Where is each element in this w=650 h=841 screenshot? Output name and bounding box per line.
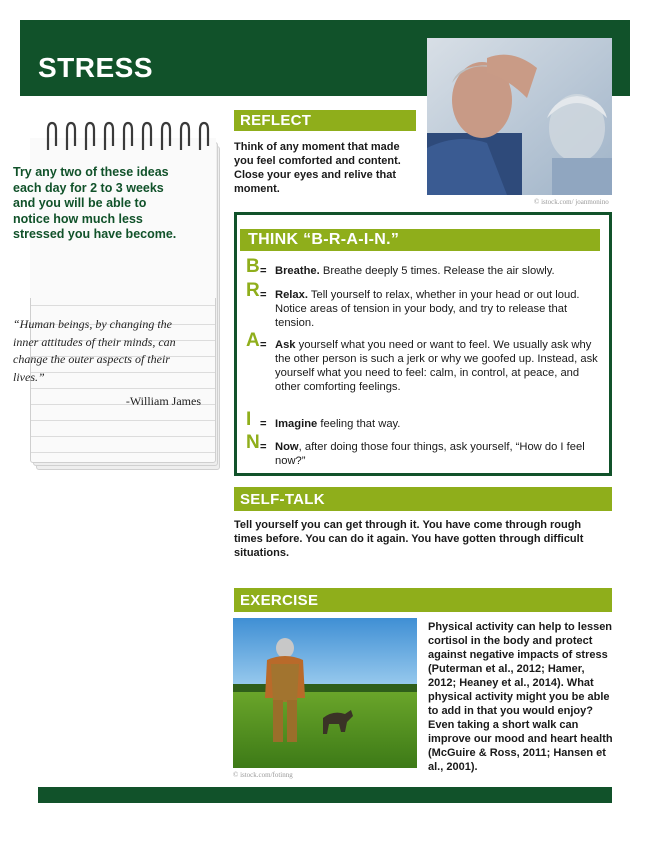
- brain-row-b: B = Breathe. Breathe deeply 5 times. Release the air slowly.: [246, 256, 555, 277]
- reflect-text: Think of any moment that made you feel comforted and content. Close your eyes and relive that moment.: [234, 141, 401, 195]
- reflect-heading: REFLECT: [234, 110, 416, 131]
- brain-row-n: N = Now, after doing those four things, ask yourself, “How do I feel now?”: [246, 432, 585, 467]
- notepad-quote: “Human beings, by changing the inner attitudes of their minds, can change the outer aspects of their lives.”: [13, 317, 176, 384]
- brain-letter: R: [246, 280, 260, 301]
- brain-letter: N: [246, 432, 260, 453]
- footer-band: [38, 787, 612, 803]
- photo-credit-top: © istock.com/ joanmonino: [534, 198, 609, 206]
- think-heading: THINK “B-R-A-I-N.”: [240, 229, 600, 251]
- spiral-binding-icon: [42, 120, 212, 154]
- exercise-heading: EXERCISE: [234, 588, 612, 612]
- photo-credit-exercise: © istock.com/fotinng: [233, 771, 293, 779]
- brain-letter: I: [246, 409, 252, 430]
- man-walking-dog-photo: [233, 618, 417, 768]
- brain-row-r: R = Relax. Tell yourself to relax, whether in your head or out loud. Notice areas of tension in your body, and try to release that tension.: [246, 280, 580, 329]
- page-title: STRESS: [38, 52, 154, 83]
- notepad-tip: Try any two of these ideas each day for 2 to 3 weeks and you will be able to notice how much less stressed you have become.: [13, 165, 177, 241]
- brain-row-i: I = Imagine feeling that way.: [246, 409, 401, 430]
- exercise-text: Physical activity can help to lessen cortisol in the body and protect against negative impacts of stress (Puterman et al., 2012; Hamer, 2012; Heaney et al., 2014). What physical activity might you be able to add in that you would enjoy? Even taking a short walk can improve our mood and heart health (McGuire & Ross, 2011; Hansen et al., 2001).: [428, 621, 613, 773]
- stressed-man-photo: [427, 38, 612, 195]
- brain-row-a: A = Ask yourself what you need or want to feel. We usually ask why the other person is such a jerk or why we goofed up. Instead, ask yourself what you need to feel: calm, in control, at peace, and other comforting feelings.: [246, 330, 598, 393]
- selftalk-text: Tell yourself you can get through it. You have come through rough times before. You can do it again. You have gotten through difficult situations.: [234, 519, 584, 559]
- quote-author: -William James: [125, 394, 201, 408]
- selftalk-heading: SELF-TALK: [234, 487, 612, 511]
- brain-letter: A: [246, 330, 260, 351]
- brain-letter: B: [246, 256, 260, 277]
